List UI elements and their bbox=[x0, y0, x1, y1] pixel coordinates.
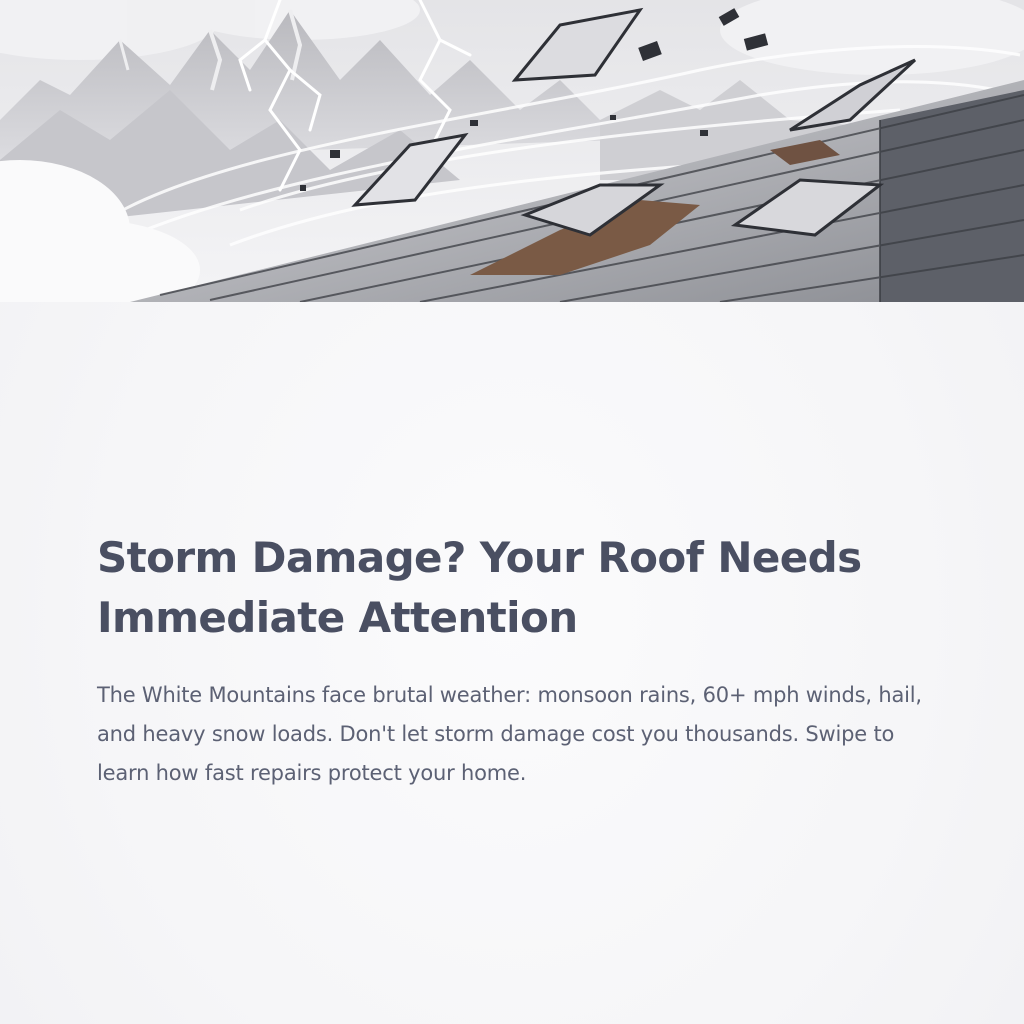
storm-roof-illustration bbox=[0, 0, 1024, 302]
hero-image bbox=[0, 0, 1024, 302]
body-text: The White Mountains face brutal weather: monsoon rains, 60+ mph winds, hail, and heavy snow loads. Don't let storm damage cost you thousands. Swipe to learn how fast repairs protect your home. bbox=[97, 683, 922, 785]
content-section bbox=[97, 528, 957, 793]
headline: Storm Damage? Your Roof Needs Immediate Attention bbox=[97, 533, 862, 642]
